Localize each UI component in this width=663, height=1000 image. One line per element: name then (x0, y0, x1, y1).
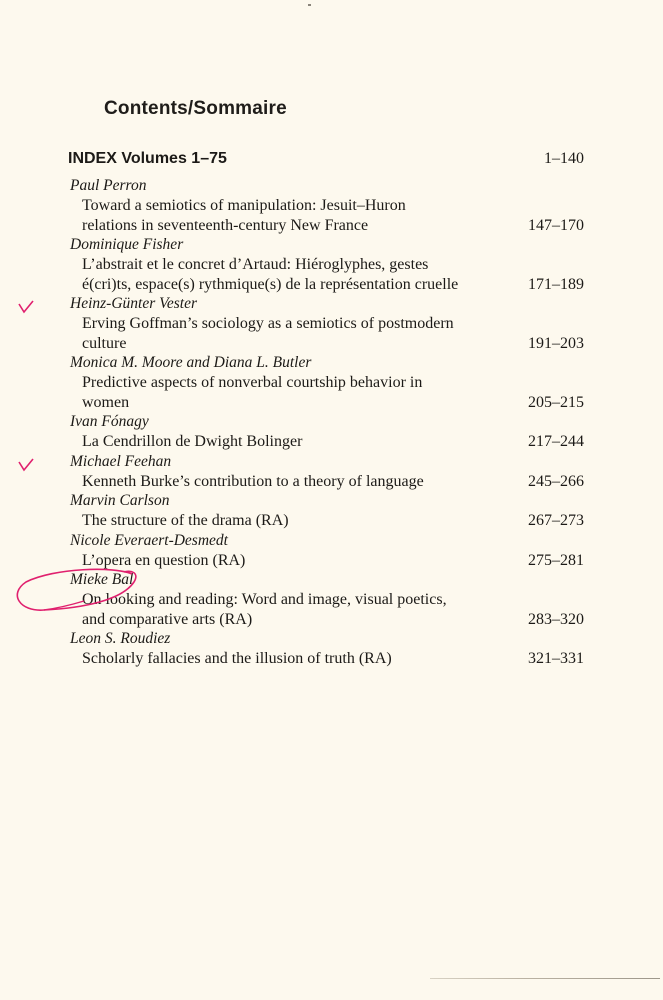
entry-title-line (70, 275, 584, 295)
index-row (68, 150, 584, 168)
entry-title: L’abstrait et le concret d’Artaud: Hiéroglyphes, gestes (82, 256, 429, 273)
contents-entry (70, 491, 584, 531)
entry-pages: 191–203 (528, 334, 584, 352)
entry-pages: 275–281 (528, 551, 584, 569)
entry-title-line (70, 255, 584, 275)
entry-title: women (82, 393, 130, 411)
entry-title-line (70, 432, 584, 452)
entry-title: culture (82, 334, 127, 352)
entry-title-line (70, 334, 584, 354)
hand-drawn-circle-annotation (14, 568, 146, 632)
page-title: Contents/Sommaire (104, 98, 287, 119)
index-pages: 1–140 (544, 150, 584, 167)
entry-pages: 321–331 (528, 650, 584, 667)
entry-title-line (70, 610, 584, 630)
entry-title: and comparative arts (RA) (82, 610, 253, 628)
checkmark-icon (18, 456, 34, 472)
entry-title: relations in seventeenth-century New France (82, 216, 369, 234)
entry-author: Mieke Bal (70, 571, 134, 588)
entry-title-line (70, 649, 584, 669)
entry-title-line (70, 216, 584, 236)
contents-list (70, 176, 584, 669)
entry-author: Dominique Fisher (70, 236, 184, 253)
contents-entry (70, 452, 584, 492)
entry-title-line (70, 472, 584, 492)
contents-entry (70, 294, 584, 353)
entry-title: Toward a semiotics of manipulation: Jesuit–Huron (82, 197, 406, 214)
entry-pages: 217–244 (528, 433, 584, 450)
paper-speck (308, 4, 311, 6)
contents-entry (70, 629, 584, 669)
entry-title: Scholarly fallacies and the illusion of truth (RA) (82, 650, 392, 667)
contents-entry (70, 235, 584, 294)
index-label: INDEX Volumes 1–75 (68, 150, 227, 167)
entry-author: Paul Perron (70, 177, 147, 194)
entry-author: Nicole Everaert-Desmedt (70, 531, 228, 549)
entry-title: L’opera en question (RA) (82, 551, 246, 569)
entry-title-line (70, 196, 584, 216)
entry-author: Heinz-Günter Vester (70, 295, 197, 312)
entry-author: Leon S. Roudiez (70, 630, 171, 647)
entry-pages: 205–215 (528, 393, 584, 411)
entry-title: On looking and reading: Word and image, visual poetics, (82, 591, 447, 608)
contents-entry (70, 531, 584, 571)
entry-pages: 283–320 (528, 610, 584, 628)
entry-author: Ivan Fónagy (70, 413, 149, 430)
entry-title-line (70, 551, 584, 571)
entry-title: é(cri)ts, espace(s) rythmique(s) de la représentation cruelle (82, 275, 459, 293)
entry-title: Erving Goffman’s sociology as a semiotics of postmodern (82, 315, 454, 332)
entry-title-line (70, 393, 584, 413)
entry-title: The structure of the drama (RA) (82, 512, 289, 529)
entry-title-line (70, 373, 584, 393)
entry-pages: 245–266 (528, 472, 584, 490)
entry-title: La Cendrillon de Dwight Bolinger (82, 433, 303, 450)
entry-title-line (70, 314, 584, 334)
entry-author: Marvin Carlson (70, 492, 170, 509)
checkmark-icon (18, 298, 34, 314)
contents-entry (70, 412, 584, 452)
entry-pages: 267–273 (528, 512, 584, 529)
entry-pages: 171–189 (528, 275, 584, 293)
entry-title-line (70, 511, 584, 531)
contents-entry (70, 570, 584, 629)
bottom-rule (430, 978, 660, 979)
contents-entry (70, 176, 584, 235)
entry-pages: 147–170 (528, 216, 584, 234)
entry-title: Kenneth Burke’s contribution to a theory of language (82, 472, 424, 490)
entry-author: Michael Feehan (70, 452, 172, 470)
entry-title-line (70, 590, 584, 610)
entry-title: Predictive aspects of nonverbal courtship behavior in (82, 374, 423, 391)
entry-author: Monica M. Moore and Diana L. Butler (70, 354, 312, 371)
contents-entry (70, 353, 584, 412)
